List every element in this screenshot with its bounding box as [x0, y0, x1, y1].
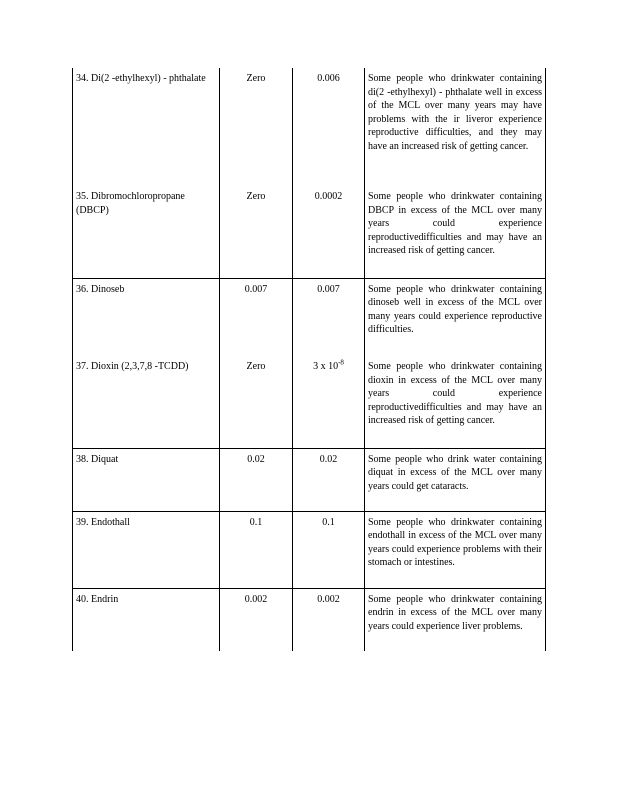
table-row	[73, 356, 546, 448]
table-row	[73, 448, 546, 511]
mclg-value: Zero	[220, 356, 293, 448]
health-effect: Some people who drinkwater containing di(2 -ethylhexyl) - phthalate well in excess of the MCL over many years may have problems with the ir liveror experience reproductive difficulties, and they may have an increased risk of getting cancer.	[365, 68, 546, 186]
mcl-value: 0.002	[293, 588, 365, 651]
contaminant-name: 34. Di(2 -ethylhexyl) - phthalate	[73, 68, 220, 186]
health-effect: Some people who drinkwater containing endrin in excess of the MCL over many years could experience liver problems.	[365, 588, 546, 651]
contaminant-name: 40. Endrin	[73, 588, 220, 651]
mclg-value: 0.002	[220, 588, 293, 651]
table-row	[73, 186, 546, 278]
contaminant-name: 37. Dioxin (2,3,7,8 -TCDD)	[73, 356, 220, 448]
contaminant-name: 36. Dinoseb	[73, 278, 220, 356]
health-effect: Some people who drinkwater containing DBCP in excess of the MCL over many years could experience reproductivedifficulties and may have an increased risk of getting cancer.	[365, 186, 546, 278]
table-row	[73, 68, 546, 186]
mcl-value: 0.02	[293, 448, 365, 511]
mcl-value: 0.007	[293, 278, 365, 356]
mcl-value	[293, 356, 365, 448]
mcl-exponent: -8	[338, 358, 344, 367]
health-effect: Some people who drinkwater containing dinoseb well in excess of the MCL over many years could experience reproductive difficulties.	[365, 278, 546, 356]
mcl-base: 3 x 10	[313, 361, 339, 372]
health-effect: Some people who drinkwater containing dioxin in excess of the MCL over many years could experience reproductivedifficulties and may have an increased risk of getting cancer.	[365, 356, 546, 448]
table-row	[73, 511, 546, 588]
health-effect: Some people who drink water containing diquat in excess of the MCL over many years could get cataracts.	[365, 448, 546, 511]
mcl-value: 0.006	[293, 68, 365, 186]
health-effect: Some people who drinkwater containing endothall in excess of the MCL over many years could experience problems with their stomach or intestines.	[365, 511, 546, 588]
table-row	[73, 278, 546, 356]
table-row	[73, 588, 546, 651]
mcl-value: 0.1	[293, 511, 365, 588]
mclg-value: Zero	[220, 186, 293, 278]
mcl-value: 0.0002	[293, 186, 365, 278]
mclg-value: 0.007	[220, 278, 293, 356]
contaminant-name: 39. Endothall	[73, 511, 220, 588]
mclg-value: 0.1	[220, 511, 293, 588]
mclg-value: Zero	[220, 68, 293, 186]
contaminant-name: 38. Diquat	[73, 448, 220, 511]
contaminant-table	[72, 68, 546, 651]
contaminant-name: 35. Dibromochloropropane (DBCP)	[73, 186, 220, 278]
mclg-value: 0.02	[220, 448, 293, 511]
